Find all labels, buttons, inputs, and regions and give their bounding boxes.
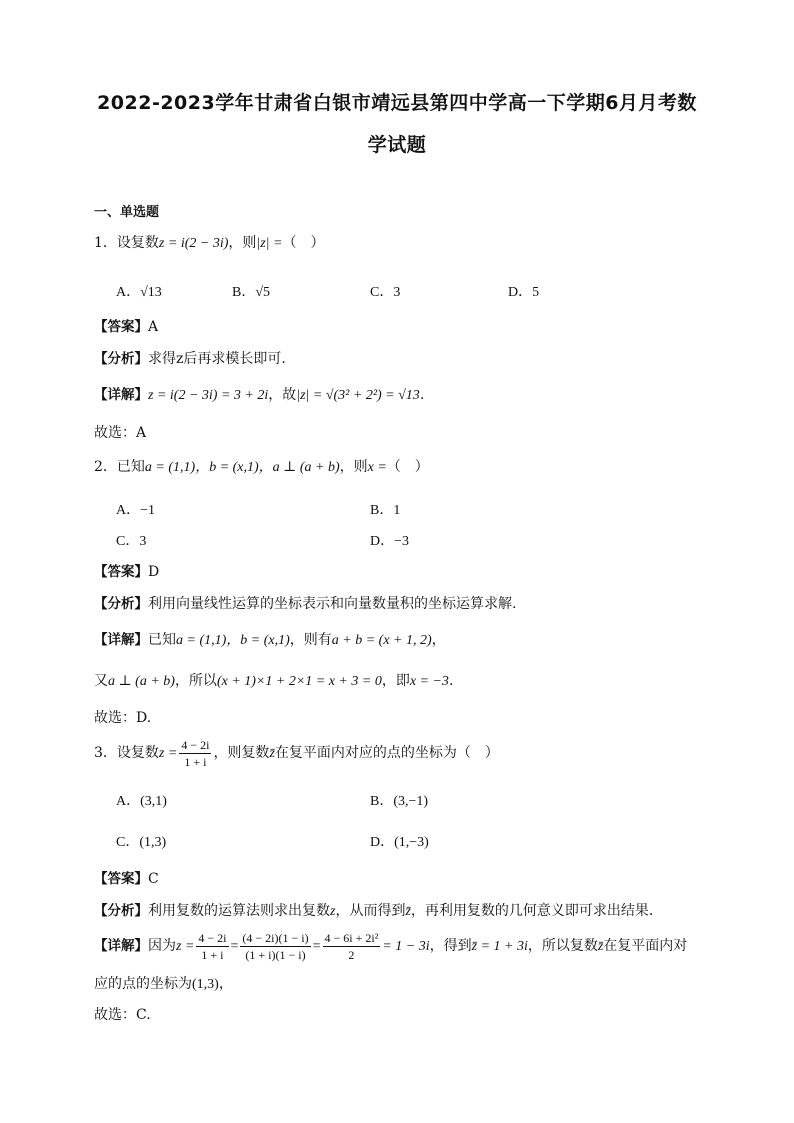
- q2-detail-line-2: 又a ⊥ (a + b)，所以(x + 1)×1 + 2×1 = x + 3 = 0，即x = −3.: [94, 673, 454, 689]
- q1-choose: 故选：A: [94, 425, 147, 441]
- title-line-1: 2022-2023学年甘肃省白银市靖远县第四中学高一下学期6月月考数: [97, 92, 697, 114]
- q2-option-c: C．3: [116, 534, 147, 549]
- q2-answer: 【答案】D: [94, 564, 160, 580]
- q3-choose: 故选：C.: [94, 1007, 151, 1023]
- q3-option-d: D．(1,−3): [370, 835, 429, 850]
- q3-stem: 3．设复数z = $\frac{4 - 2i}{1 + i}$ ，则复数z̄在复平面内对应的点的坐标为（ ）: [94, 737, 499, 769]
- q2-analysis: 【分析】利用向量线性运算的坐标表示和向量数量积的坐标运算求解.: [94, 596, 517, 612]
- q1-option-a: A．√13: [116, 285, 162, 300]
- q2-option-a: A．−1: [116, 503, 156, 518]
- q3-option-c: C．(1,3): [116, 835, 167, 850]
- q2-detail: 【详解】已知a = (1,1)，b = (x,1)，则有a + b = (x + 1, 2)，: [94, 632, 446, 648]
- q1-stem: 1．设复数z = i(2 − 3i)，则|z| =（ ）: [94, 235, 325, 251]
- q2-option-b: B．1: [370, 503, 401, 518]
- q1-detail: 【详解】z = i(2 − 3i) = 3 + 2i，故|z| = √(3² + 2²) = √13.: [94, 387, 425, 403]
- q3-detail-fraction-1: $\frac{4 - 2i}{1 + i}$: [198, 930, 227, 962]
- q3-analysis: 【分析】利用复数的运算法则求出复数z，从而得到z̄，再利用复数的几何意义即可求出结果.: [94, 903, 654, 919]
- q1-option-d: D．5: [508, 285, 540, 300]
- q1-option-b: B．√5: [232, 285, 271, 300]
- q1-analysis: 【分析】求得z后再求模长即可.: [94, 351, 286, 367]
- q3-detail-line-2: 应的点的坐标为(1,3)，: [94, 976, 233, 992]
- q2-option-d: D．−3: [370, 534, 410, 549]
- q3-detail-fraction-3: $\frac{\text{4 − 6i + 2i²}}{2}$: [324, 930, 379, 962]
- q2-stem: 2．已知a = (1,1)，b = (x,1)，a ⊥ (a + b)，则x =（ ）: [94, 459, 429, 475]
- q3-detail-fraction-2: $\frac{(4 - 2i)(1 - i)}{(1 + i)(1 - i)}$: [242, 930, 309, 962]
- section-heading: 一、单选题: [94, 205, 160, 220]
- q1-option-c: C．3: [370, 285, 401, 300]
- q3-option-a: A．(3,1): [116, 794, 167, 809]
- q3-answer: 【答案】C: [94, 871, 159, 887]
- q2-choose: 故选：D.: [94, 710, 152, 726]
- q3-detail: 【详解】因为z = $\frac{4 - 2i}{1 + i}$ = $\frac{(4 - 2i)(1 - i)}{(1 + i)(1 - i)}$ = $\frac{\text{4 − 6i + 2i²}}{2}$ = 1 − 3i，得到z̄ = 1 + 3i，所以复数z̄在复平面内对: [94, 930, 688, 962]
- title-line-2: 学试题: [367, 134, 427, 156]
- q3-option-b: B．(3,−1): [370, 794, 429, 809]
- q1-answer: 【答案】A: [94, 319, 159, 335]
- q3-stem-fraction: $\frac{4 - 2i}{1 + i}$: [181, 737, 210, 769]
